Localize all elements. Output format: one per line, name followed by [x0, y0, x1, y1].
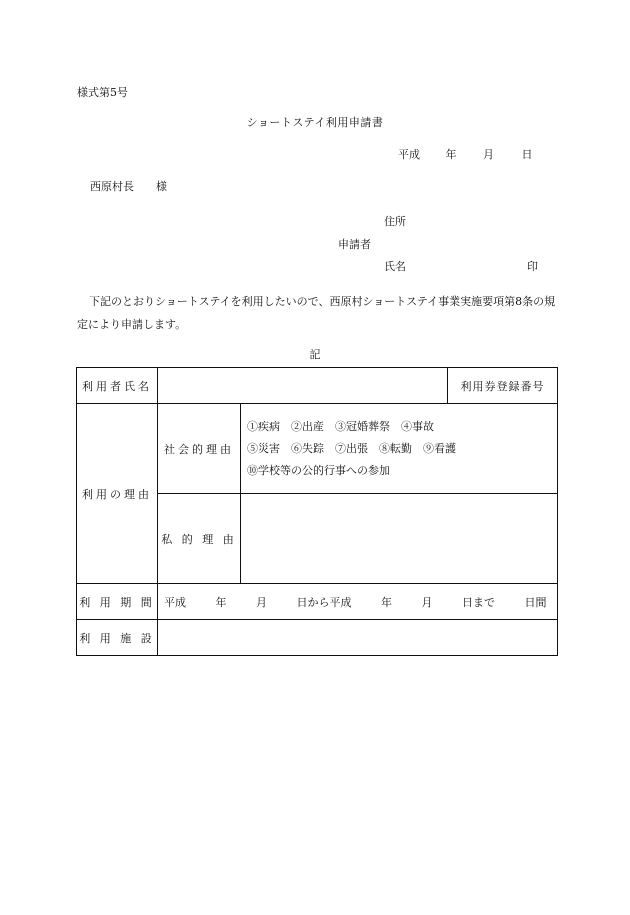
period-year-from: 年	[215, 595, 227, 609]
form-number: 様式第5号	[77, 86, 128, 99]
date-era: 平成	[398, 148, 420, 161]
address-label: 住所	[384, 215, 406, 228]
ki-heading: 記	[309, 348, 321, 361]
table-row	[77, 404, 558, 494]
social-reasons-line-3: ⑩学校等の公的行事への参加	[247, 463, 390, 477]
application-statement: 下記のとおりショートステイを利用したいので、西原村ショートステイ事業実施要項第8条の規定により申請します。	[77, 295, 556, 331]
period-year-to: 年	[381, 595, 392, 609]
application-table	[76, 367, 558, 656]
social-reasons-options[interactable]	[241, 404, 558, 494]
table-row	[77, 620, 558, 656]
period-label: 利 用 期 間	[77, 584, 158, 620]
period-month-from: 月	[256, 595, 267, 609]
social-reasons-line-2: ⑤災害 ⑥失踪 ⑦出張 ⑧転勤 ⑨看護	[247, 441, 456, 455]
period-era: 平成	[164, 595, 186, 609]
form-title: ショートステイ利用申請書	[246, 116, 384, 129]
table-row	[77, 584, 558, 620]
period-days: 日間	[524, 595, 547, 609]
period-day-to: 日まで	[462, 595, 495, 609]
seal-mark: 印	[527, 260, 538, 273]
facility-field[interactable]	[158, 620, 558, 656]
registration-number-label: 利用券登録番号	[448, 368, 558, 404]
user-name-field[interactable]	[158, 368, 448, 404]
date-month: 月	[483, 148, 494, 161]
reason-label: 利用の理由	[77, 404, 158, 584]
addressee: 西原村長 様	[90, 180, 167, 193]
date-day: 日	[521, 148, 533, 161]
name-label: 氏名	[384, 260, 406, 273]
applicant-label: 申請者	[338, 238, 371, 251]
period-month-to: 月	[421, 595, 433, 609]
user-name-label: 利用者氏名	[77, 368, 158, 404]
social-reasons-line-1: ①疾病 ②出産 ③冠婚葬祭 ④事故	[247, 419, 434, 433]
facility-label: 利 用 施 設	[77, 620, 158, 656]
date-year: 年	[445, 148, 457, 161]
period-field[interactable]	[158, 584, 558, 620]
social-reason-label: 社会的理由	[158, 404, 241, 494]
private-reason-field[interactable]	[241, 494, 558, 584]
table-row	[77, 368, 558, 404]
period-day-from: 日から平成	[296, 595, 352, 609]
application-date	[398, 146, 533, 162]
private-reason-label: 私 的 理 由	[158, 494, 241, 584]
